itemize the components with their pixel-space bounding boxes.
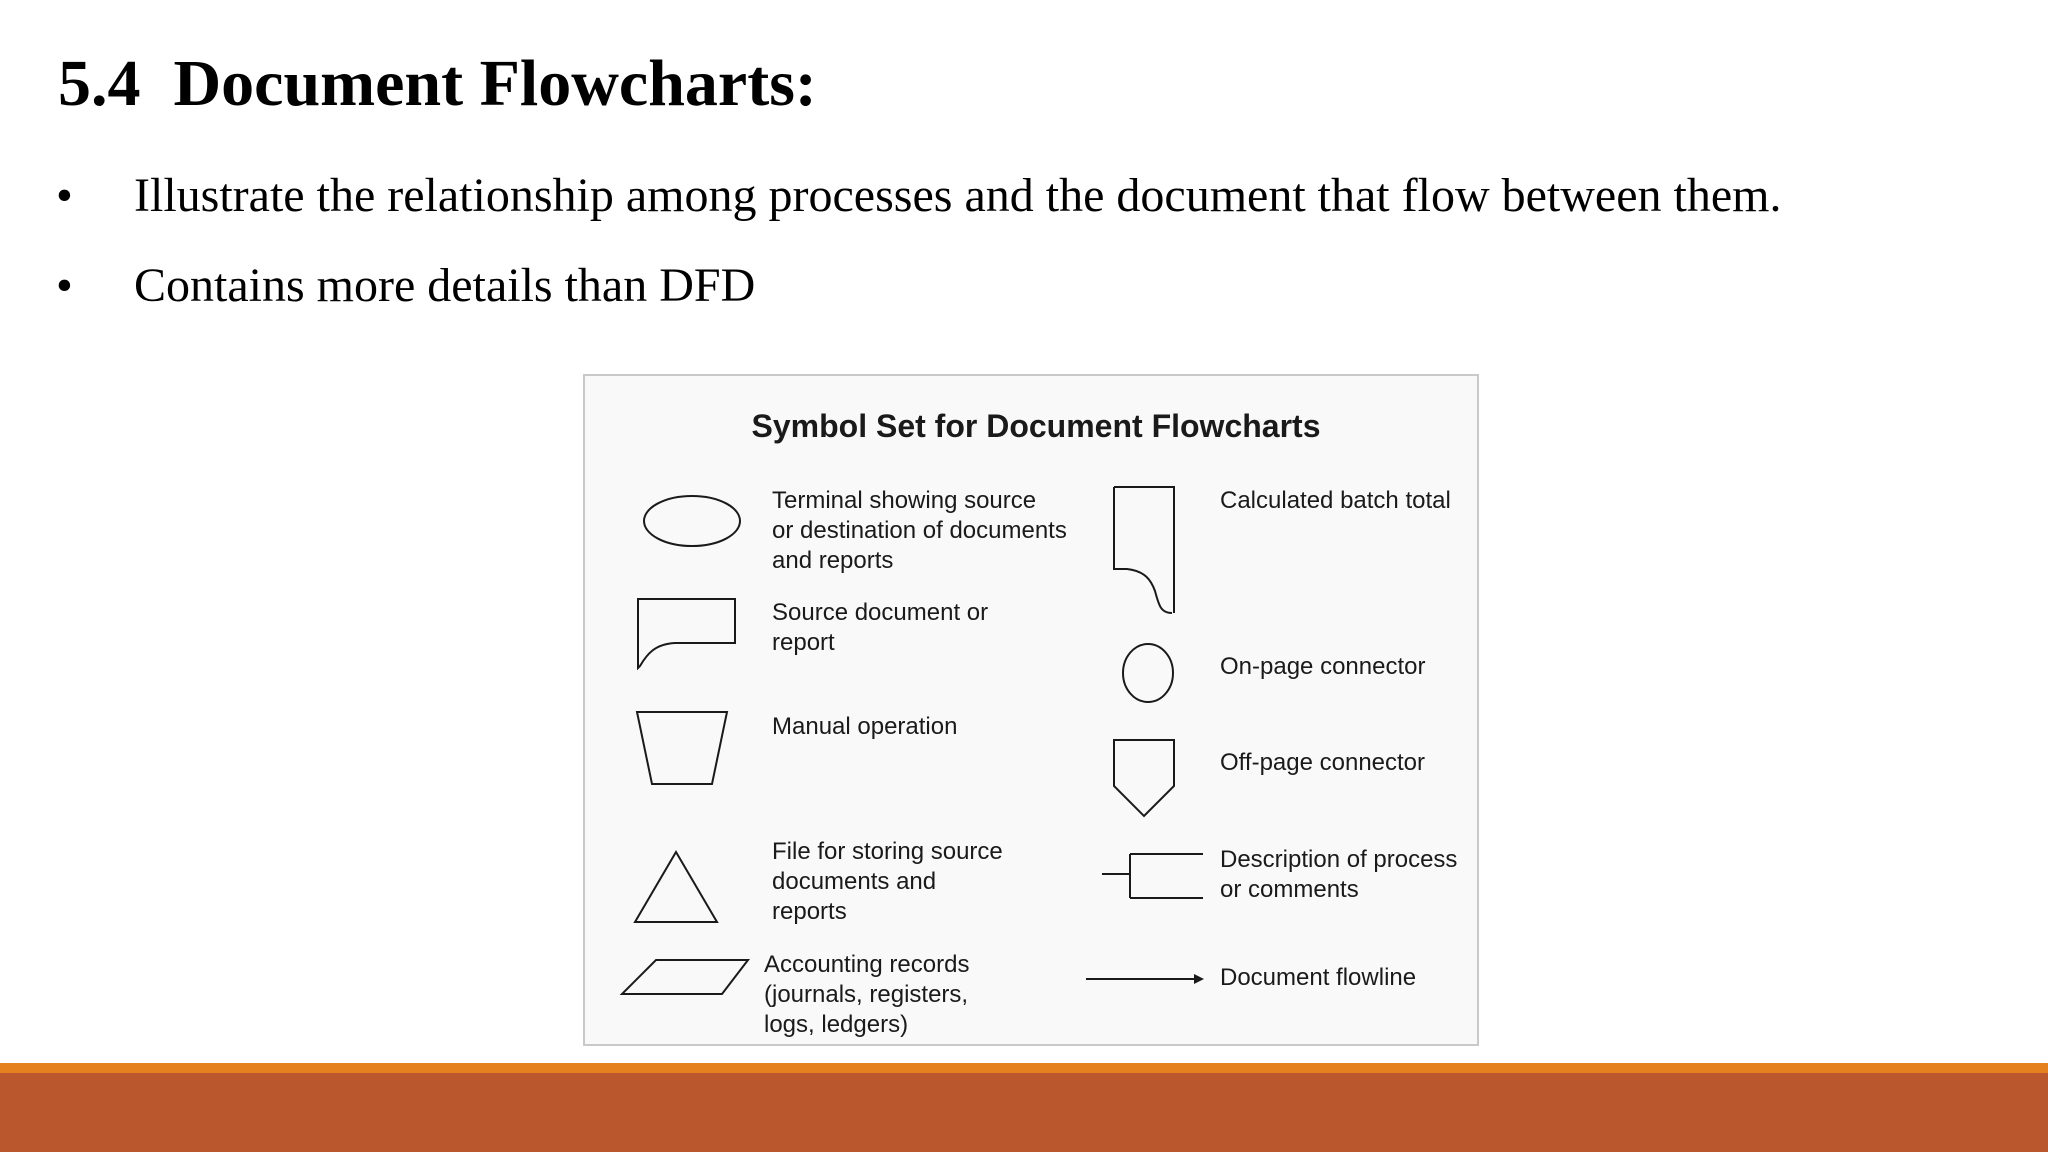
- manual-operation-icon: [637, 712, 727, 784]
- batch-total-icon: [1114, 487, 1174, 613]
- bullet-marker: •: [56, 169, 73, 222]
- symbol-set-figure: [583, 374, 1479, 1046]
- on-page-connector-label: On-page connector: [1220, 653, 1426, 680]
- terminal-ellipse-icon: [644, 496, 740, 546]
- footer-band: [0, 1073, 2048, 1152]
- off-page-connector-label: Off-page connector: [1220, 749, 1426, 776]
- slide-title: 5.4 Document Flowcharts:: [58, 47, 817, 120]
- file-label: File for storing source documents and reports: [772, 838, 1003, 925]
- footer-accent-stripe: [0, 1063, 2048, 1073]
- symbol-shapes: [585, 376, 1481, 1048]
- off-page-connector-icon: [1114, 740, 1174, 816]
- bullet-text: Illustrate the relationship among processes and the document that flow between them.: [134, 169, 1782, 222]
- accounting-records-parallelogram-icon: [622, 960, 748, 994]
- annotation-bracket-icon: [1102, 854, 1203, 898]
- figure-title: Symbol Set for Document Flowcharts: [751, 408, 1321, 444]
- on-page-connector-icon: [1123, 644, 1173, 702]
- bullet-marker: •: [56, 259, 73, 312]
- flowline-label: Document flowline: [1220, 964, 1417, 991]
- flowline-arrowhead-icon: [1194, 974, 1204, 984]
- file-triangle-icon: [635, 852, 717, 922]
- source-document-label: Source document or report: [772, 599, 989, 656]
- batch-total-label: Calculated batch total: [1220, 487, 1451, 514]
- annotation-label: Description of process or comments: [1220, 846, 1458, 903]
- terminal-label: Terminal showing source or destination of documents and reports: [772, 487, 1067, 574]
- manual-operation-label: Manual operation: [772, 713, 958, 740]
- source-document-icon: [638, 599, 735, 668]
- accounting-records-label: Accounting records (journals, registers, logs, ledgers): [764, 951, 970, 1038]
- bullet-text: Contains more details than DFD: [134, 259, 756, 312]
